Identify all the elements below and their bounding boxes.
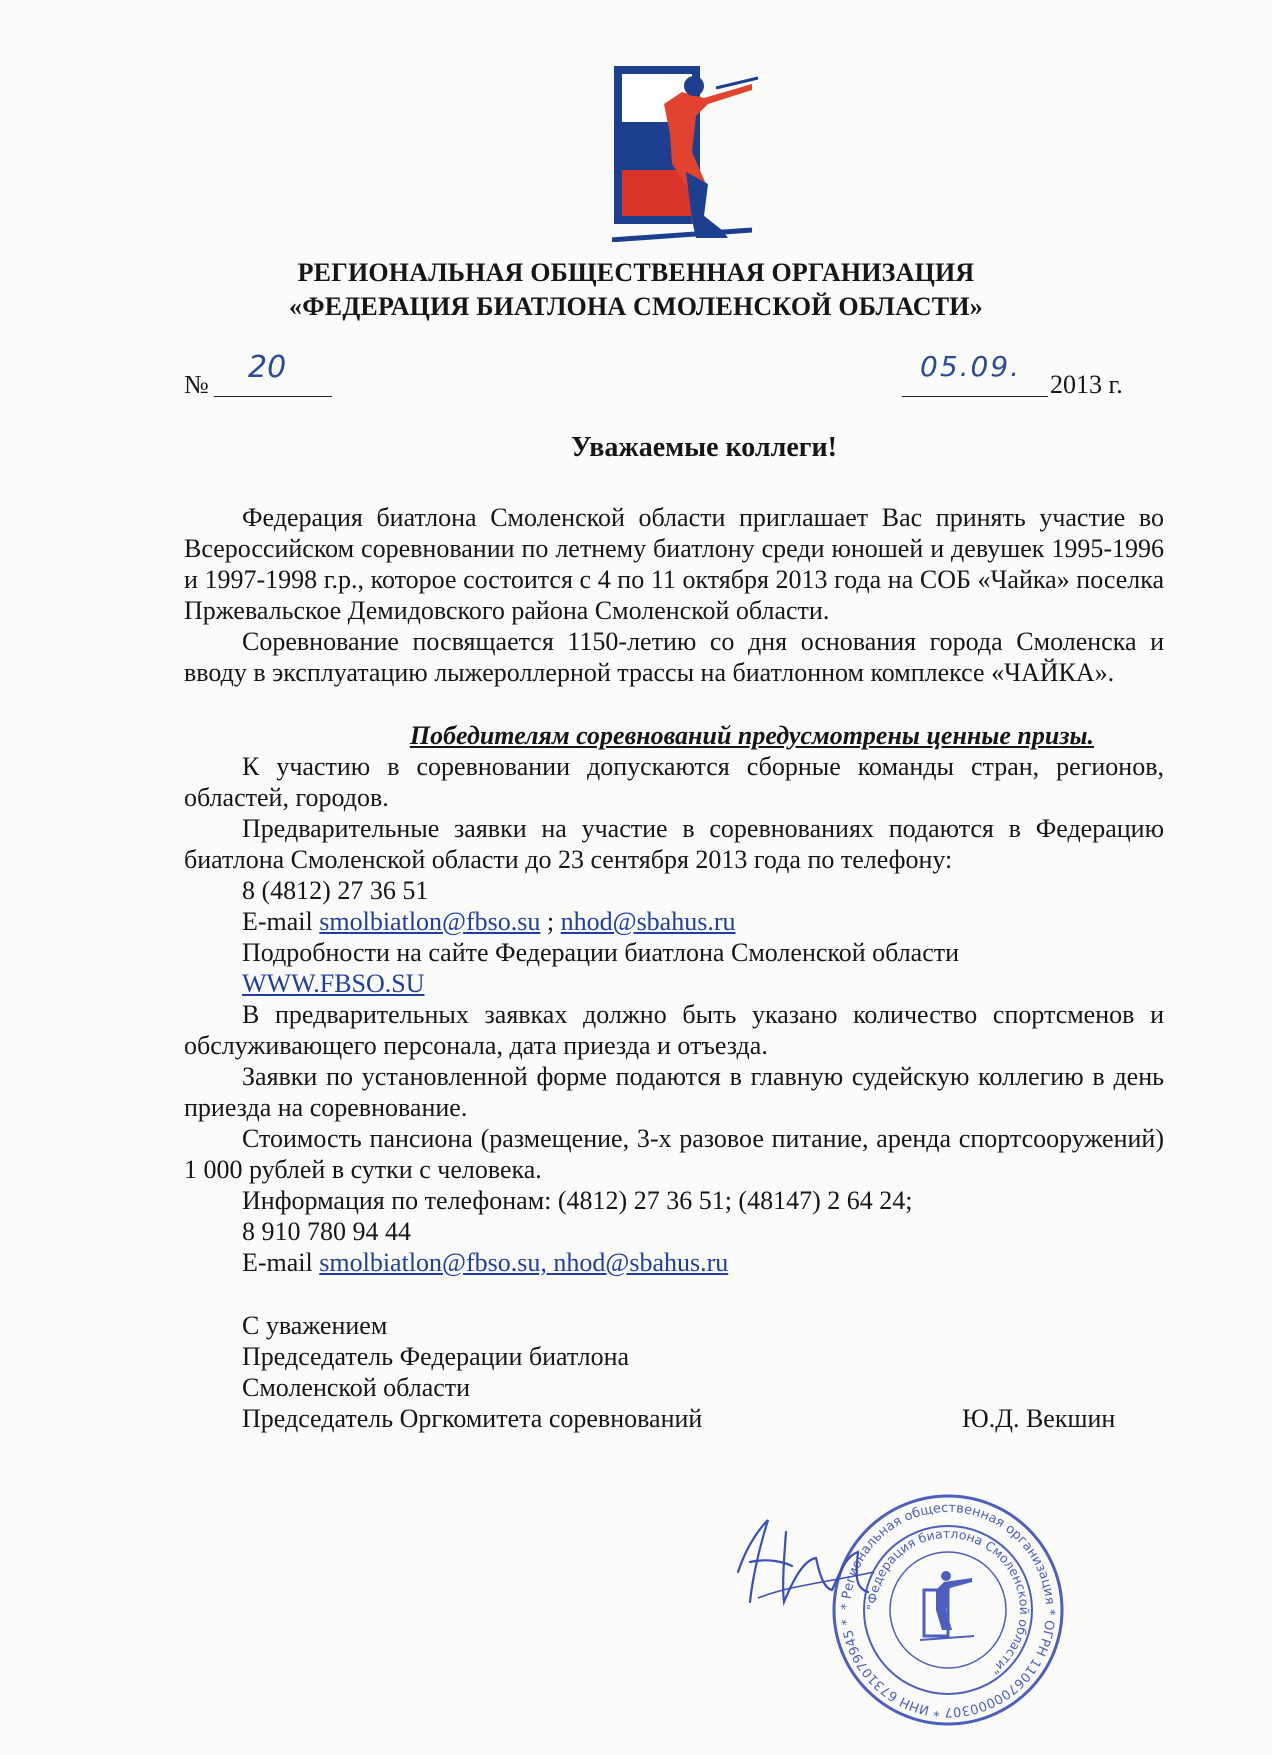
email-label: E-mail [242, 907, 320, 936]
email-line [184, 906, 1164, 937]
phone-line: 8 (4812) 27 36 51 [242, 876, 429, 905]
paragraph-invitation: Федерация биатлона Смоленской области приглашает Вас принять участие во Всероссийском соревновании по летнему биатлону среди юношей и девушек 1995-1996 и 1997-1998 г.р., которое состоится с 4 по 11 октября 2013 года на СОБ «Чайка» поселка Пржевальское Демидовского района Смоленской области. [184, 503, 1164, 625]
org-line-2: «ФЕДЕРАЦИЯ БИАТЛОНА СМОЛЕНСКОЙ ОБЛАСТИ» [289, 292, 983, 321]
signer-name: Ю.Д. Векшин [962, 1404, 1116, 1433]
stamp-outer-text: * Региональная общественная организация * ОГРН 1106700000307 * ИНН 6731079945 * [838, 1500, 1058, 1720]
mobile-phone: 8 910 780 94 44 [242, 1217, 411, 1246]
email-line-2 [184, 1247, 1164, 1278]
closing-regards: С уважением [242, 1311, 388, 1340]
signer-title-1: Председатель Федерации биатлона [242, 1342, 630, 1371]
email-separator: ; [540, 907, 561, 936]
signature-row [184, 1403, 1164, 1434]
paragraph-cost: Стоимость пансиона (размещение, 3-х разовое питание, аренда спортсооружений) 1 000 рублей в сутки с человека. [184, 1124, 1164, 1184]
biathlon-federation-logo [612, 64, 778, 242]
organization-header [0, 256, 1272, 324]
email-links-combined[interactable]: smolbiatlon@fbso.su, nhod@sbahus.ru [319, 1248, 729, 1277]
paragraph-requirements: В предварительных заявках должно быть указано количество спортсменов и обслуживающего персонала, дата приезда и отъезда. [184, 1000, 1164, 1060]
paragraph-form-submission: Заявки по установленной форме подаются в главную судейскую коллегию в день приезда на соревнование. [184, 1062, 1164, 1122]
info-phones: Информация по телефонам: (4812) 27 36 51; (48147) 2 64 24; [242, 1186, 913, 1215]
date-year: 2013 г. [1050, 370, 1123, 399]
organization-stamp [828, 1490, 1068, 1730]
letter-body [184, 502, 1164, 1434]
signer-title-2: Смоленской области [242, 1373, 471, 1402]
paragraph-applications: Предварительные заявки на участие в соревнованиях подаются в Федерацию биатлона Смоленской области до 23 сентября 2013 года по телефону: [184, 814, 1164, 874]
number-label: № [184, 370, 209, 399]
handwritten-number: 20 [248, 350, 287, 385]
signer-title-3: Председатель Оргкомитета соревнований [242, 1404, 703, 1433]
greeting: Уважаемые коллеги! [571, 432, 837, 463]
prizes-notice: Победителям соревнований предусмотрены ценные призы. [409, 721, 1094, 750]
site-line [184, 968, 1164, 999]
site-text: Подробности на сайте Федерации биатлона Смоленской области [242, 938, 960, 967]
stamp-emblem-icon [920, 1571, 974, 1640]
handwritten-date: 05.09. [920, 350, 1022, 383]
stamp-inner-text: "Федерация биатлона Смоленской области" [863, 1525, 1033, 1678]
website-link[interactable]: WWW.FBSO.SU [242, 969, 425, 998]
email-label-2: E-mail [242, 1248, 320, 1277]
email-link-sbahus[interactable]: nhod@sbahus.ru [560, 907, 736, 936]
email-link-fbso[interactable]: smolbiatlon@fbso.su [319, 907, 541, 936]
reference-row [184, 350, 1144, 406]
org-line-1: РЕГИОНАЛЬНАЯ ОБЩЕСТВЕННАЯ ОРГАНИЗАЦИЯ [297, 258, 975, 287]
paragraph-dedication: Соревнование посвящается 1150-летию со дня основания города Смоленска и вводу в эксплуатацию лыжероллерной трассы на биатлонном комплексе «ЧАЙКА». [184, 627, 1164, 687]
paragraph-admission: К участию в соревновании допускаются сборные команды стран, регионов, областей, городов. [184, 752, 1164, 812]
